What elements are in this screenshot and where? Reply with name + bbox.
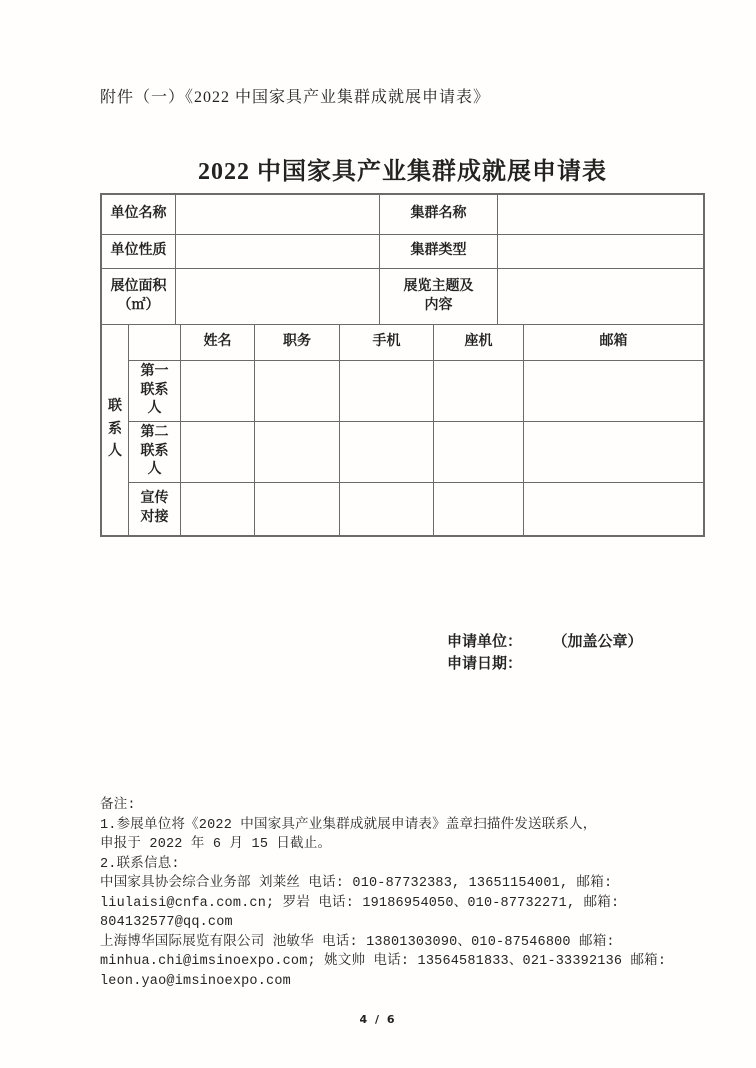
date-label: 申请日期： <box>447 656 523 672</box>
booth-area-value <box>176 269 380 325</box>
second-contact-position <box>255 422 340 483</box>
contacts-corner-cell <box>129 325 181 361</box>
note-line: minhua.chi@imsinoexpo.com; 姚文帅 电话: 13564581833、021-33392136 邮箱: <box>100 954 667 969</box>
application-form-table <box>100 193 705 537</box>
second-contact-name <box>181 422 255 483</box>
attachment-heading: 附件（一）《2022 中国家具产业集群成就展申请表》 <box>100 89 491 106</box>
notes-block <box>100 796 666 991</box>
contacts-group-cell <box>102 325 129 535</box>
note-line: 1.参展单位将《2022 中国家具产业集群成就展申请表》盖章扫描件发送联系人， <box>100 817 597 833</box>
cluster-name-label: 集群名称 <box>380 195 498 235</box>
cluster-type-label: 集群类型 <box>380 235 498 269</box>
page-number: 4 / 6 <box>359 1013 397 1026</box>
unit-name-value <box>176 195 380 235</box>
row-label-second-contact: 第二联系人 <box>129 422 181 483</box>
date-line <box>447 653 643 675</box>
note-line: 上海博华国际展览有限公司 池敏华 电话: 13801303090、010-87546800 邮箱: <box>100 934 615 950</box>
info-section <box>102 195 703 325</box>
note-line: liulaisi@cnfa.com.cn; 罗岩 电话: 19186954050、010-87732271, 邮箱: <box>100 895 620 911</box>
first-contact-name <box>181 361 255 422</box>
first-contact-landline <box>434 361 524 422</box>
booth-area-label: 展位面积（㎡） <box>110 278 167 313</box>
publicity-landline <box>434 483 524 535</box>
row-label-publicity: 宣传对接 <box>129 483 181 535</box>
contacts-section <box>102 325 703 535</box>
second-contact-mobile <box>340 422 434 483</box>
col-header-landline: 座机 <box>434 325 524 361</box>
publicity-position <box>255 483 340 535</box>
second-contact-landline <box>434 422 524 483</box>
second-contact-email <box>524 422 703 483</box>
exhibition-theme-label: 展览主题及内容 <box>403 278 474 313</box>
contacts-group-label: 联系人 <box>107 399 122 460</box>
note-line: 804132577@qq.com <box>100 915 233 930</box>
signature-block <box>447 631 643 675</box>
applicant-line <box>447 631 643 653</box>
col-header-mobile: 手机 <box>340 325 434 361</box>
form-title: 2022 中国家具产业集群成就展申请表 <box>198 159 607 185</box>
row-label-first-contact: 第一联系人 <box>129 361 181 422</box>
first-contact-email <box>524 361 703 422</box>
unit-name-label: 单位名称 <box>102 195 176 235</box>
publicity-email <box>524 483 703 535</box>
notes-title: 备注: <box>100 798 136 813</box>
first-contact-mobile <box>340 361 434 422</box>
publicity-mobile <box>340 483 434 535</box>
applicant-label: 申请单位： <box>447 634 523 650</box>
unit-type-label: 单位性质 <box>102 235 176 269</box>
stamp-note: （加盖公章） <box>560 634 643 650</box>
note-line: 中国家具协会综合业务部 刘莱丝 电话: 010-87732383, 13651154001, 邮箱: <box>100 876 613 891</box>
cluster-type-value <box>498 235 703 269</box>
exhibition-theme-value <box>498 269 703 325</box>
col-header-name: 姓名 <box>181 325 255 361</box>
note-line: 申报于 2022 年 6 月 15 日截止。 <box>100 837 332 852</box>
unit-type-value <box>176 235 380 269</box>
publicity-name <box>181 483 255 535</box>
note-line: leon.yao@imsinoexpo.com <box>100 973 291 989</box>
note-line: 2.联系信息: <box>100 856 180 872</box>
cluster-name-value <box>498 195 703 235</box>
col-header-email: 邮箱 <box>524 325 703 361</box>
col-header-position: 职务 <box>255 325 340 361</box>
first-contact-position <box>255 361 340 422</box>
